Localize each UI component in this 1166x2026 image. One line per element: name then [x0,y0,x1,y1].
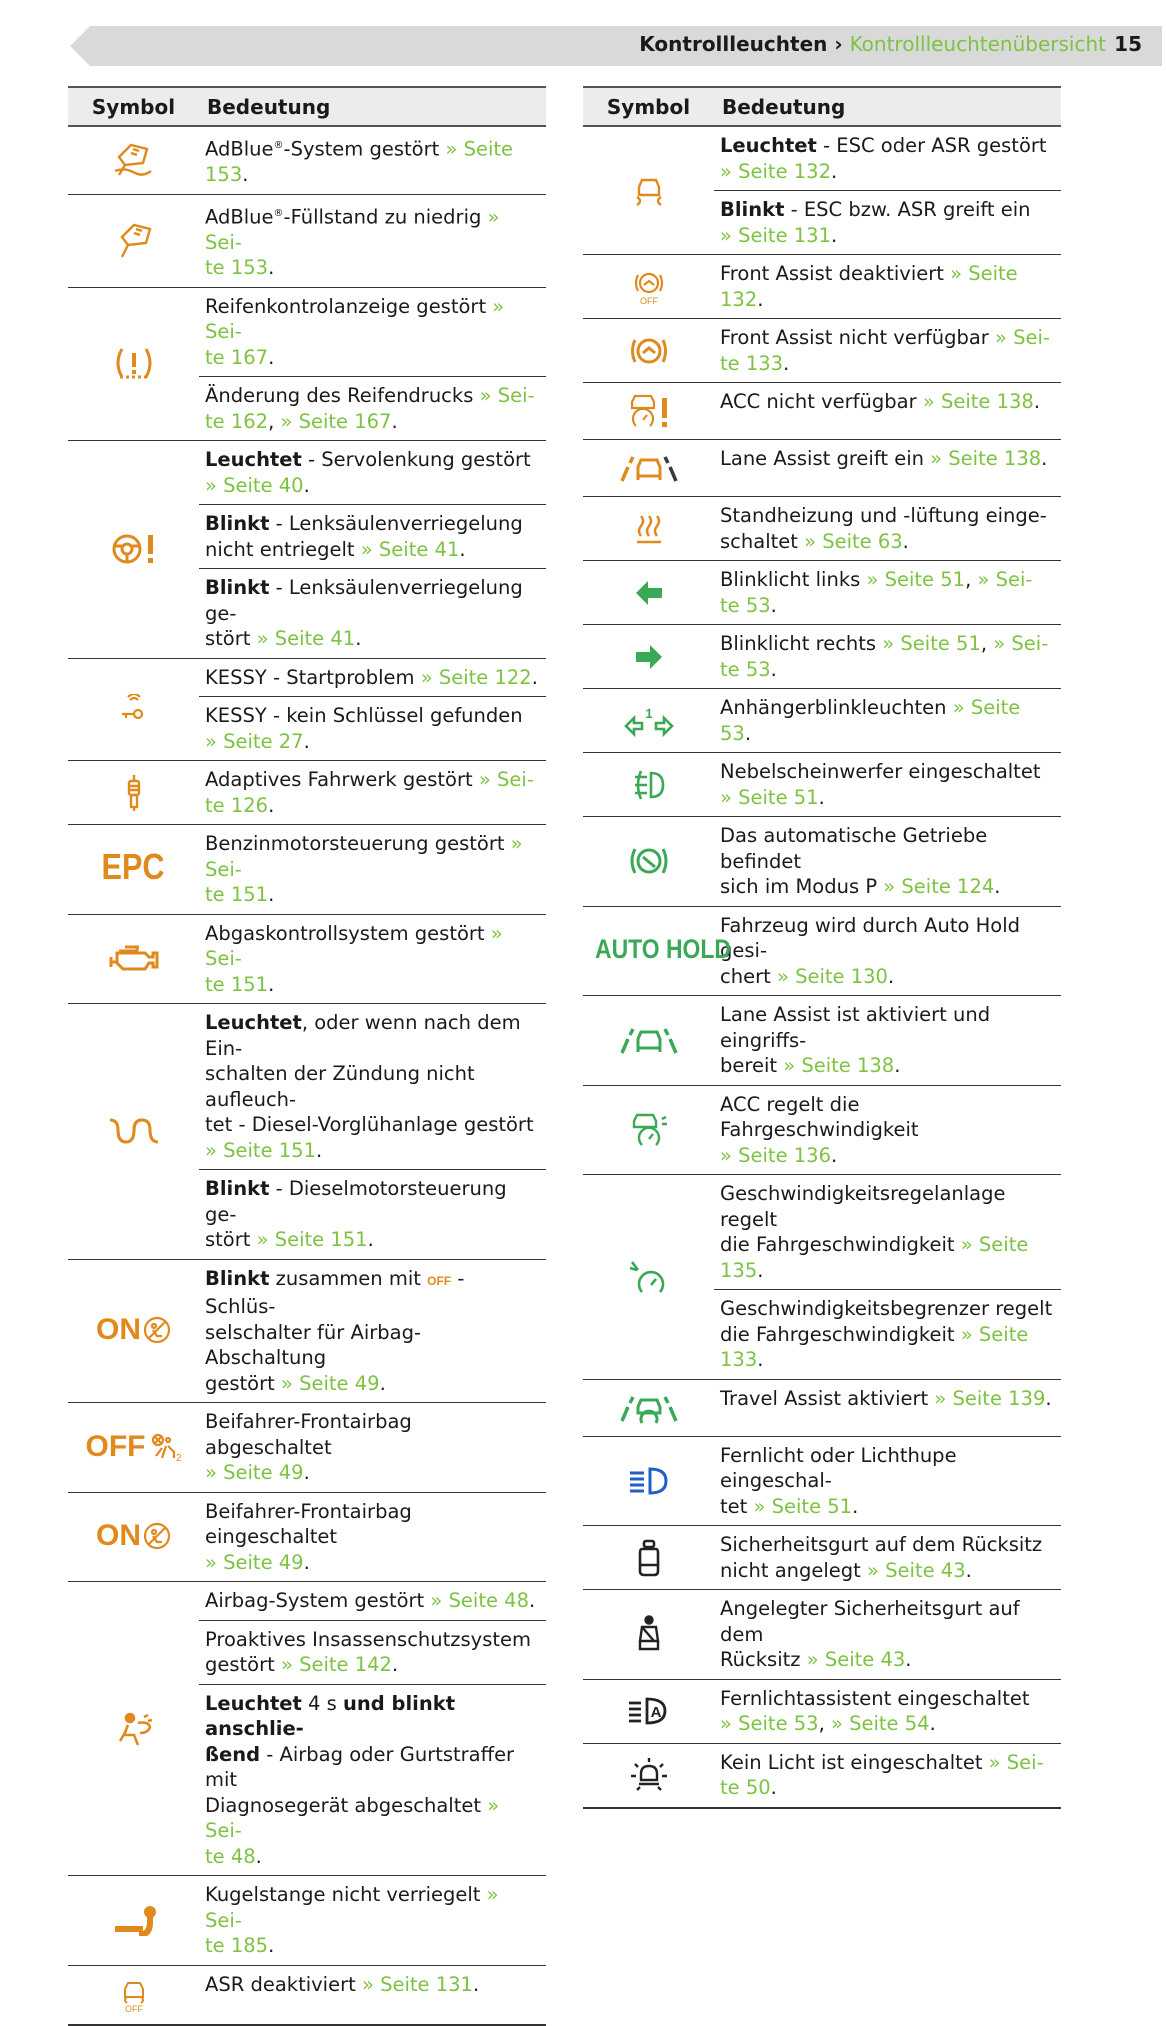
link[interactable]: » Seite 139 [934,1386,1046,1410]
link[interactable]: » Seite 122 [420,665,532,689]
rear-seatbelt-fastened-icon [583,1590,714,1680]
row-petrol-engine: Benzinmotorsteuerung gestört » Sei- te 151. [199,825,546,915]
high-beam-assist-icon [583,1679,714,1743]
row-fog-light: Nebelscheinwerfer eingeschaltet » Seite 51. [714,753,1061,817]
tow-bar-icon [68,1876,199,1966]
row-cruise-control: Geschwindigkeitsregelanlage regelt die Fahrgeschwindigkeit » Seite 135. [714,1175,1061,1290]
airbag-on-icon: ON [68,1492,199,1582]
airbag-off-inline-icon: OFF [427,1273,452,1288]
link[interactable]: » Seite 48 [430,1589,529,1612]
row-power-steering: Leuchtet - Servolenkung gestört » Seite 40. [199,441,546,505]
svg-text:OFF: OFF [124,2003,143,2013]
row-trailer-indicator: Anhängerblinkleuchten » Seite 53. [714,689,1061,753]
kessy-key-icon [68,658,199,761]
row-airbag-system: Airbag-System gestört » Seite 48. [199,1582,546,1621]
steering-warning-icon [68,441,199,659]
link[interactable]: » Seite 135 [720,1233,1029,1282]
link[interactable]: » Seite 43 [806,1648,906,1671]
link[interactable]: » Seite 51 [882,632,981,655]
link[interactable]: » Seite 51 [866,568,966,591]
page-number: 15 [1114,32,1142,56]
adaptive-suspension-icon [68,761,199,825]
cruise-control-icon [583,1175,714,1380]
link[interactable]: » Seite 132 [720,159,831,183]
row-lane-assist-intervene: Lane Assist greift ein » Seite 138. [714,440,1061,497]
esc-icon [583,126,714,255]
asr-off-icon [68,1965,199,2025]
link[interactable]: » Seite 41 [360,537,460,561]
acc-unavailable-icon [583,383,714,440]
left-table [68,86,546,2026]
airbag-person-icon [68,1582,199,1876]
fog-light-icon [583,753,714,817]
link[interactable]: » Seite 136 [720,1143,831,1167]
link[interactable]: » Sei- te 153 [205,205,500,279]
heater-icon [583,497,714,561]
airbag-on-key-icon: ON [68,1259,199,1403]
row-turn-right: Blinklicht rechts » Seite 51, » Sei- te 53. [714,625,1061,689]
link[interactable]: » Seite 167 [280,409,392,433]
link[interactable]: » Sei- te 151 [205,921,503,996]
svg-text:A: A [650,1704,661,1721]
link[interactable]: » Seite 51 [720,785,819,809]
row-asr-off: ASR deaktiviert » Seite 131. [199,1965,546,2025]
link[interactable]: » Seite 138 [930,447,1042,470]
row-high-beam: Fernlicht oder Lichthupe eingeschal- tet » Seite 51. [714,1436,1061,1526]
row-adblue-system: AdBlue®-System gestört » Seite 153. [199,126,546,194]
link[interactable]: » Seite 131 [361,1972,473,1996]
link[interactable]: » Seite 40 [205,473,304,497]
front-assist-unavailable-icon [583,319,714,383]
park-mode-icon [583,817,714,907]
row-acc-unavailable: ACC nicht verfügbar » Seite 138. [714,383,1061,440]
link[interactable]: » Seite 151 [256,1228,368,1251]
breadcrumb-current: Kontrollleuchtenübersicht [849,32,1106,56]
auto-hold-icon: AUTO HOLD [583,906,714,996]
engine-icon [68,914,199,1004]
breadcrumb-chapter[interactable]: Kontrollleuchten [639,32,828,56]
link[interactable]: » Seite 133 [720,1322,1029,1371]
front-assist-off-icon [583,255,714,319]
link[interactable]: » Sei- te 133 [720,326,1050,375]
link[interactable]: » Seite 27 [205,729,304,753]
row-no-light: Kein Licht ist eingeschaltet » Sei- te 50. [714,1743,1061,1808]
turn-right-icon [583,625,714,689]
link[interactable]: » Seite 142 [280,1653,392,1676]
link[interactable]: » Seite 51 [753,1494,853,1518]
link[interactable]: » Seite 130 [776,964,888,988]
row-kessy-start: KESSY - Startproblem » Seite 122. [199,658,546,697]
breadcrumb [639,32,1106,56]
glow-plug-icon [68,1004,199,1260]
link[interactable]: » Seite 138 [922,390,1034,413]
row-auto-hold: Fahrzeug wird durch Auto Hold gesi- chert » Seite 130. [714,906,1061,996]
link[interactable]: » Seite 49 [205,1550,304,1574]
row-tire-control: Reifenkontrolanzeige gestört » Sei- te 167. [199,287,546,377]
meaning-header: Bedeutung [199,87,546,126]
link[interactable]: » Seite 41 [256,627,356,650]
link[interactable]: » Sei- te 126 [205,768,534,817]
row-auxiliary-heater: Standheizung und -lüftung einge- schaltet » Seite 63. [714,497,1061,561]
row-lane-assist-active: Lane Assist ist aktiviert und eingriffs- bereit » Seite 138. [714,996,1061,1086]
airbag-off-icon: OFF 2 [68,1403,199,1493]
link[interactable]: » Sei- te 167 [205,294,505,369]
row-passenger-airbag-on: Beifahrer-Frontairbag eingeschaltet » Seite 49. [199,1492,546,1582]
link[interactable]: » Seite 53 [720,1712,819,1735]
row-esc-active: Blinkt - ESC bzw. ASR greift ein » Seite 131. [714,191,1061,255]
row-steering-lock-not-released: Blinkt - Lenksäulenverriegelung nicht entriegelt » Seite 41. [199,505,546,569]
high-beam-icon [583,1436,714,1526]
trailer-indicator-icon [583,689,714,753]
row-high-beam-assist: Fernlichtassistent eingeschaltet » Seite 53, » Seite 54. [714,1679,1061,1743]
row-kessy-no-key: KESSY - kein Schlüssel gefunden » Seite 27. [199,697,546,761]
adblue-system-icon [68,126,199,194]
lane-assist-active-icon [583,996,714,1086]
link[interactable]: » Seite 53 [720,696,1021,745]
link[interactable]: » Seite 132 [720,262,1018,311]
row-speed-limiter: Geschwindigkeitsbegrenzer regelt die Fahrgeschwindigkeit » Seite 133. [714,1290,1061,1380]
link[interactable]: » Sei- te 53 [720,568,1033,617]
row-exhaust-system: Abgaskontrollsystem gestört » Sei- te 151. [199,914,546,1004]
row-proactive-protection: Proaktives Insassenschutzsystem gestört » Seite 142. [199,1620,546,1684]
row-adaptive-suspension: Adaptives Fahrwerk gestört » Sei- te 126. [199,761,546,825]
row-rear-seatbelt-fastened: Angelegter Sicherheitsgurt auf dem Rücksitz » Seite 43. [714,1590,1061,1680]
tire-pressure-icon [68,287,199,441]
link[interactable]: » Sei- te 50 [720,1750,1044,1799]
row-passenger-airbag-off: Beifahrer-Frontairbag abgeschaltet » Seite 49. [199,1403,546,1493]
travel-assist-icon [583,1379,714,1436]
breadcrumb-separator: › [827,32,850,56]
link[interactable]: » Sei- te 53 [720,632,1049,681]
row-acc-active: ACC regelt die Fahrgeschwindigkeit » Seite 136. [714,1085,1061,1175]
meaning-header: Bedeutung [714,87,1061,126]
svg-text:OFF: OFF [639,295,658,305]
row-front-assist-off: Front Assist deaktiviert » Seite 132. [714,255,1061,319]
svg-text:2: 2 [175,1452,182,1462]
row-rear-seatbelt-unfastened: Sicherheitsgurt auf dem Rücksitz nicht angelegt » Seite 43. [714,1526,1061,1590]
link[interactable]: » Seite 49 [205,1461,304,1484]
no-light-icon [583,1743,714,1808]
link[interactable]: » Sei- te 185 [205,1883,499,1957]
acc-active-icon [583,1085,714,1175]
link[interactable]: » Seite 43 [867,1558,966,1582]
link[interactable]: » Seite 151 [205,1138,316,1162]
right-table [583,86,1061,1809]
link[interactable]: » Sei- te 151 [205,832,523,906]
link[interactable]: » Sei- te 162 [205,384,535,433]
row-glow-plug: Leuchtet, oder wenn nach dem Ein- schalten der Zündung nicht aufleuch- tet - Diesel-Vorglühanlage gestört » Seite 151. [199,1004,546,1170]
row-travel-assist: Travel Assist aktiviert » Seite 139. [714,1379,1061,1436]
row-esc-fault: Leuchtet - ESC oder ASR gestört » Seite 132. [714,126,1061,191]
row-steering-lock-fault: Blinkt - Lenksäulenverriegelung ge- stört » Seite 41. [199,569,546,659]
link[interactable]: » Seite 63 [804,529,903,553]
epc-icon: EPC [68,825,199,915]
link[interactable]: » Seite 131 [720,223,831,247]
row-front-assist-unavailable: Front Assist nicht verfügbar » Sei- te 133. [714,319,1061,383]
symbol-header: Symbol [583,87,714,126]
link[interactable]: » Seite 49 [280,1371,380,1395]
row-tire-pressure-change: Änderung des Reifendrucks » Sei- te 162, » Seite 167. [199,377,546,441]
symbol-header: Symbol [68,87,199,126]
link[interactable]: » Seite 54 [830,1712,930,1735]
adblue-level-icon [68,194,199,287]
link[interactable]: » Seite 153 [205,137,514,186]
rear-seatbelt-unfastened-icon [583,1526,714,1590]
lane-assist-intervene-icon [583,440,714,497]
row-diesel-engine: Blinkt - Dieselmotorsteuerung ge- stört » Seite 151. [199,1170,546,1260]
row-turn-left: Blinklicht links » Seite 51, » Sei- te 53. [714,561,1061,625]
row-airbag-key-switch: Blinkt zusammen mit OFF - Schlüs- selschalter für Airbag-Abschaltung gestört » Seite 49. [199,1259,546,1403]
row-park-mode: Das automatische Getriebe befindet sich im Modus P » Seite 124. [714,817,1061,907]
link[interactable]: » Seite 124 [883,875,995,898]
link[interactable]: » Seite 138 [783,1054,895,1077]
row-tow-bar: Kugelstange nicht verriegelt » Sei- te 185. [199,1876,546,1966]
turn-left-icon [583,561,714,625]
svg-text:1: 1 [644,705,653,721]
link[interactable]: » Sei- te 48 [205,1793,500,1868]
row-airbag-diagnostic: Leuchtet 4 s und blinkt anschlie- ßend - Airbag oder Gurtstraffer mit Diagnosegerät abgeschaltet » Sei- te 48. [199,1684,546,1876]
row-adblue-level: AdBlue®-Füllstand zu niedrig » Sei- te 153. [199,194,546,287]
